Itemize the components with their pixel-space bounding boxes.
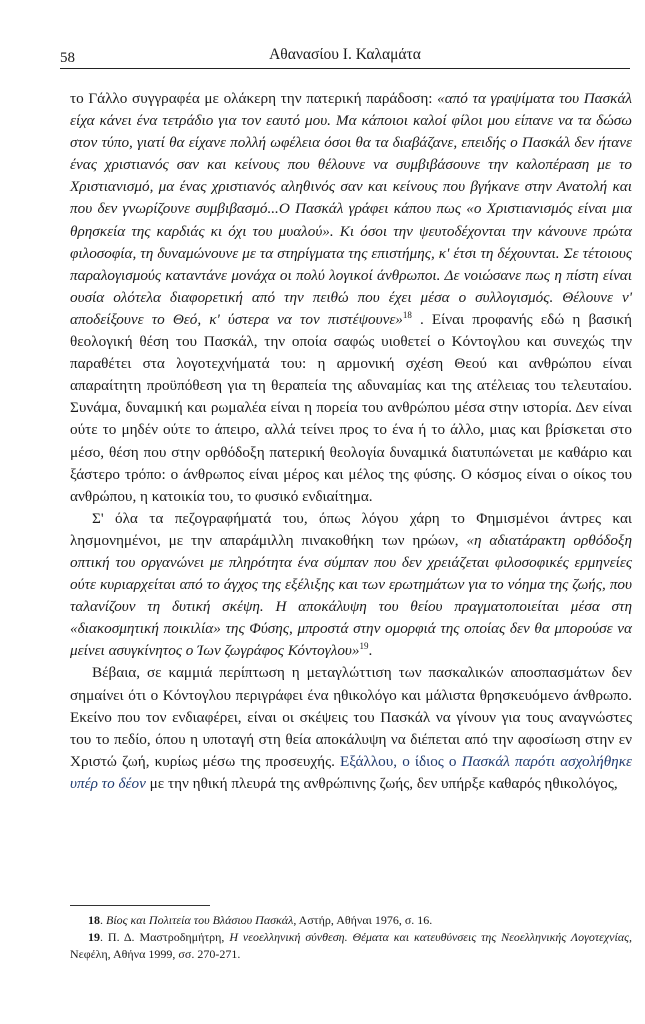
italic-quote: Βίος και Πολιτεία του Βλάσιου Πασκάλ (106, 913, 294, 927)
italic-quote: Πασκάλ παρότι ασχολήθηκε υπέρ το δέον (70, 752, 632, 792)
text-run: . (368, 642, 373, 660)
page-header (60, 46, 630, 69)
text-run: Π. Δ. Μαστροδημήτρη, (107, 930, 230, 944)
paragraph (70, 662, 632, 795)
footnote-number: 19 (88, 930, 100, 944)
text-run: , Αστήρ, Αθήναι 1976, σ. 16. (293, 913, 433, 927)
text-run: Σ' όλα τα πεζογραφήματά του, όπως λόγου χάρη το Φημισμένοι άντρες και λησμονημένοι, με την απαράμιλλη πινακοθήκη των ηρώων, (70, 509, 632, 549)
text-run: το Γάλλο συγγραφέα με ολάκερη την πατερική παράδοση: (70, 90, 438, 107)
text-run: με την ηθική πλευρά της ανθρώπινης ζωής, δεν υπήρξε καθαρός ηθικολόγος, (145, 774, 618, 792)
page-number: 58 (60, 50, 75, 66)
running-head: Αθανασίου Ι. Καλαμάτα (269, 46, 421, 63)
italic-quote: «από τα γραψίματα του Πασκάλ είχα κάνει ένα τετράδιο για τον εαυτό μου. Μα κάποιοι καλοί φίλοι μου είπανε να τα δώσω στον τύπο, γιατί θα είχανε πολλή ωφέλεια όσοι θα τα διαβάζανε, επειδής ο Πασκάλ δεν ήτανε ένας χριστιανός σαν και κείνους που θέλουνε να συμβιβάσουνε την καλοπέραση με το Χριστιανισμό, μα ένας χριστιανός αληθινός σαν και κείνους που βγήκανε στην Ανατολή και που δεν γνωρίζουνε συμβιβασμό...Ο Πασκάλ γράφει κάπου πως «ο Χριστιανισμός είναι μια θρησκεία της καρδιάς κι όχι του μυαλού». Κι όσοι την ψευτοδέχονται την κάνουνε πρώτα φιλοσοφία, τη δυναμώνουνε με τα στηρίγματα της επιστήμης, κ' έτσι τη δέχουνται. Σε τέτοιους παραλογισμούς καταντάνε μονάχα οι πολύ λογικοί άνθρωποι. Δε νοιώσανε πως η πίστη είναι ουσία ολότελα διαφορετική από την πειθώ που έχει μέσα ο συλλογισμός. Θέλουνε ν' αποδείξουνε το Θεό, κ' ύστερα να τον πιστέψουνε» (70, 90, 632, 328)
text-run: Εξάλλου, ο ίδιος ο (340, 752, 462, 770)
text-run: Νεφέλη, Αθήνα 1999, σσ. 270-271. (70, 947, 241, 961)
footnote-ref: 19 (359, 641, 369, 652)
paragraph (70, 88, 632, 508)
footnote-ref: 18 (402, 309, 412, 320)
body-text (70, 88, 632, 795)
text-run: . Είναι προφανής εδώ η βασική θεολογική θέση του Πασκάλ, την οποία σαφώς υιοθετεί ο Κόντογλου και συνεχώς την παραθέτει στα λογοτεχνήματά του: η αρμονική σχέση Θεού και ανθρώπου είναι απαραίτητη προϋπόθεση για τη θεραπεία της αδυναμίας και της ατέλειας του τελευταίου. Συνάμα, δυναμική και ρωμαλέα είναι η πορεία του ανθρώπου μέσα στην ιστορία. Δεν είναι ούτε το μηδέν ούτε το άπειρο, αλλά τείνει προς το ένα ή το άλλο, μιας και βρίσκεται στο μέσο, θέση που στην ορθόδοξη πατερική θεολογία δυναμικά διατυπώνεται με καθάριο και ξάστερο τρόπο: ο άνθρωπος είναι μέρος και μέλος της φύσης. Ο κόσμος είναι ο οίκος του ανθρώπου, η κατοικία του, το φυσικό ενδιαίτημα. (70, 310, 633, 505)
footnote-separator (70, 905, 210, 906)
footnotes (70, 912, 632, 963)
italic-quote: Η νεοελληνική σύνθεση. Θέματα και κατευθύνσεις της Νεοελληνικής Λογοτεχνίας, (229, 930, 632, 944)
footnote-number: 18 (88, 913, 100, 927)
italic-quote: «η αδιατάρακτη ορθόδοξη οπτική του οργανώνει με πληρότητα ένα σύμπαν που δεν χρειάζεται φιλοσοφικές ερμηνείες ούτε κυριαρχείται από το άγχος της εξέλιξης και των ερωτημάτων για το νόημα της ζωής, που ταλανίζουν τη δυτική σκέψη. Η αποκάλυψη του θείου πραγματοποιείται μέσα στη «διακοσμητική ποικιλία» της Φύσης, μπροστά στην ομορφιά της οποίας δεν θα μπορούσε να μείνει ασυγκίνητος ο Ίων ζωγράφος Κόντογλου» (70, 531, 632, 660)
footnote: 19. Π. Δ. Μαστροδημήτρη, Η νεοελληνική σύνθεση. Θέματα και κατευθύνσεις της Νεοελληνικής Λογοτεχνίας, Νεφέλη, Αθήνα 1999, σσ. 270-271. (70, 930, 632, 961)
paragraph (70, 508, 632, 663)
text-run: Βέβαια, σε καμμιά περίπτωση η μεταγλώττιση των πασκαλικών αποσπασμάτων δεν σημαίνει ότι ο Κόντογλου περιγράφει ένα ηθικολόγο και μάλιστα θρησκευόμενο άνθρωπο. Εκείνο που τον ενδιαφέρει, είναι οι σκέψεις του Πασκάλ να γίνουν για τους αναγνώστες του το πεδίο, όπου η υποταγή στη θεία αποκάλυψη να διέπεται από την αφοσίωση στην εν Χριστώ ζωή, κυρίως μέσω της προσευχής. (70, 664, 632, 770)
footnote: 18. Βίος και Πολιτεία του Βλάσιου Πασκάλ, Αστήρ, Αθήναι 1976, σ. 16. (88, 913, 433, 927)
